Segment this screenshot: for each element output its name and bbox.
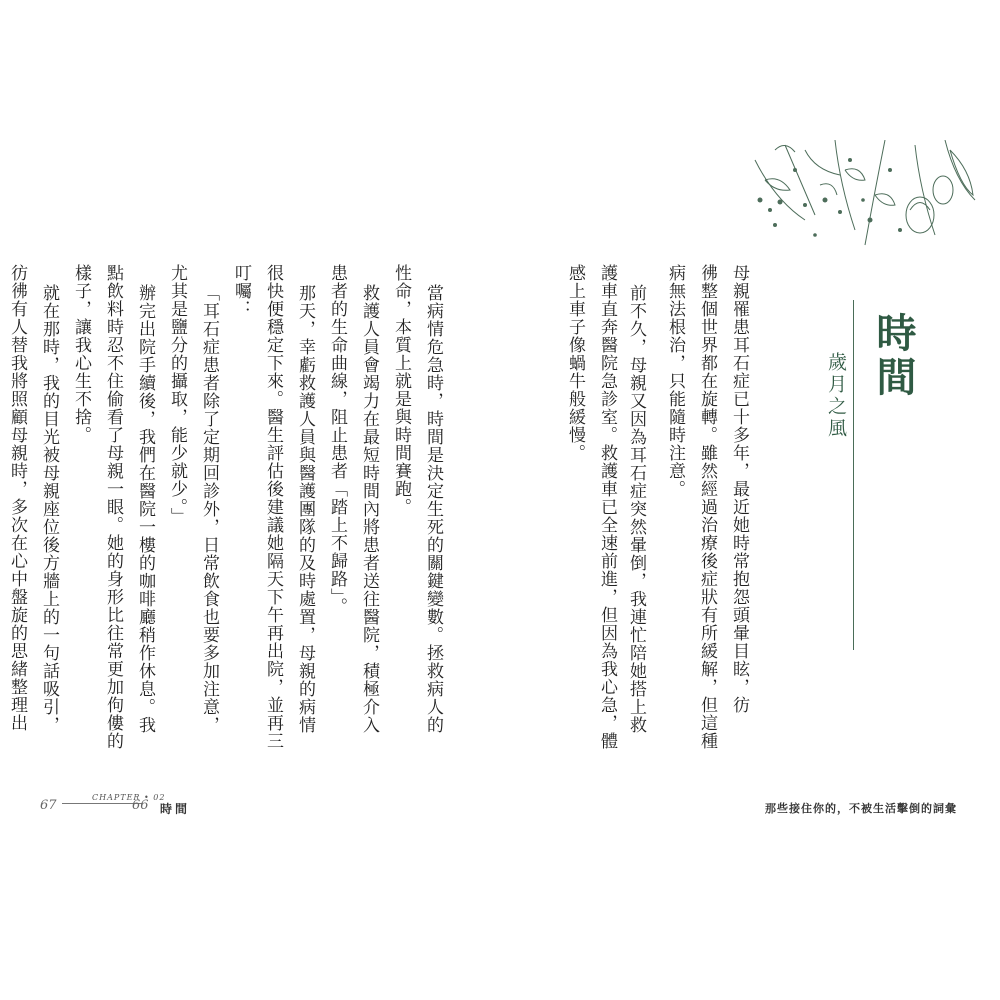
left-page-line-10: 辦完出院手續後，我們在醫院一樓的咖啡廳稍作休息。我 [135, 284, 155, 734]
chapter-rule [62, 803, 142, 804]
left-page-line-5: 那天，幸虧救護人員與醫護團隊的及時處置，母親的病情 [295, 284, 315, 734]
chapter-subtitle: 歲月之風 [825, 352, 847, 440]
right-page-line-2: 彿整個世界都在旋轉。雖然經過治療後症狀有所緩解，但這種 [697, 264, 717, 750]
left-page-line-7: 叮囑： [231, 264, 251, 318]
left-page-line-3: 救護人員會竭力在最短時間內將患者送往醫院，積極介入 [359, 284, 379, 734]
chapter-label: CHAPTER • 02 [92, 793, 166, 802]
left-page-line-1: 當病情危急時，時間是決定生死的關鍵變數。拯救病人的 [423, 284, 443, 734]
right-page-line-6: 感上車子像蝸牛般緩慢。 [565, 264, 585, 462]
right-page-line-4: 前不久，母親又因為耳石症突然暈倒，我連忙陪她搭上救 [626, 284, 646, 734]
title-divider [853, 300, 854, 650]
right-page-line-1: 母親罹患耳石症已十多年，最近她時常抱怨頭暈目眩，彷 [729, 264, 749, 714]
right-page-line-3: 病無法根治，只能隨時注意。 [665, 264, 685, 498]
left-page-line-2: 性命，本質上就是與時間賽跑。 [391, 264, 411, 516]
left-page-line-11: 點飲料時忍不住偷看了母親一眼。她的身形比往常更加佝僂的 [103, 264, 123, 750]
left-page-line-8: 「耳石症患者除了定期回診外，日常飲食也要多加注意， [199, 284, 219, 734]
right-page-number: 66 [132, 798, 149, 813]
book-title: 那些接住你的，不被生活擊倒的詞彙 [765, 802, 957, 815]
left-page-line-13: 就在那時，我的目光被母親座位後方牆上的一句話吸引， [39, 284, 59, 734]
chapter-title: 時間 [870, 312, 917, 400]
floral-illustration [745, 140, 980, 255]
left-page-line-14: 彷彿有人替我將照顧母親時，多次在心中盤旋的思緒整理出 [7, 264, 27, 732]
left-page-number: 67 [40, 798, 57, 813]
left-page-line-4: 患者的生命曲線，阻止患者「踏上不歸路」。 [327, 264, 347, 616]
left-page-line-6: 很快便穩定下來。醫生評估後建議她隔天下午再出院，並再三 [263, 264, 283, 750]
left-page-line-12: 樣子，讓我心生不捨。 [71, 264, 91, 444]
right-page-line-5: 護車直奔醫院急診室。救護車已全速前進，但因為我心急，體 [597, 264, 617, 750]
running-title: 時間 [160, 802, 191, 816]
left-page-line-9: 尤其是鹽分的攝取，能少就少。」 [167, 264, 187, 526]
